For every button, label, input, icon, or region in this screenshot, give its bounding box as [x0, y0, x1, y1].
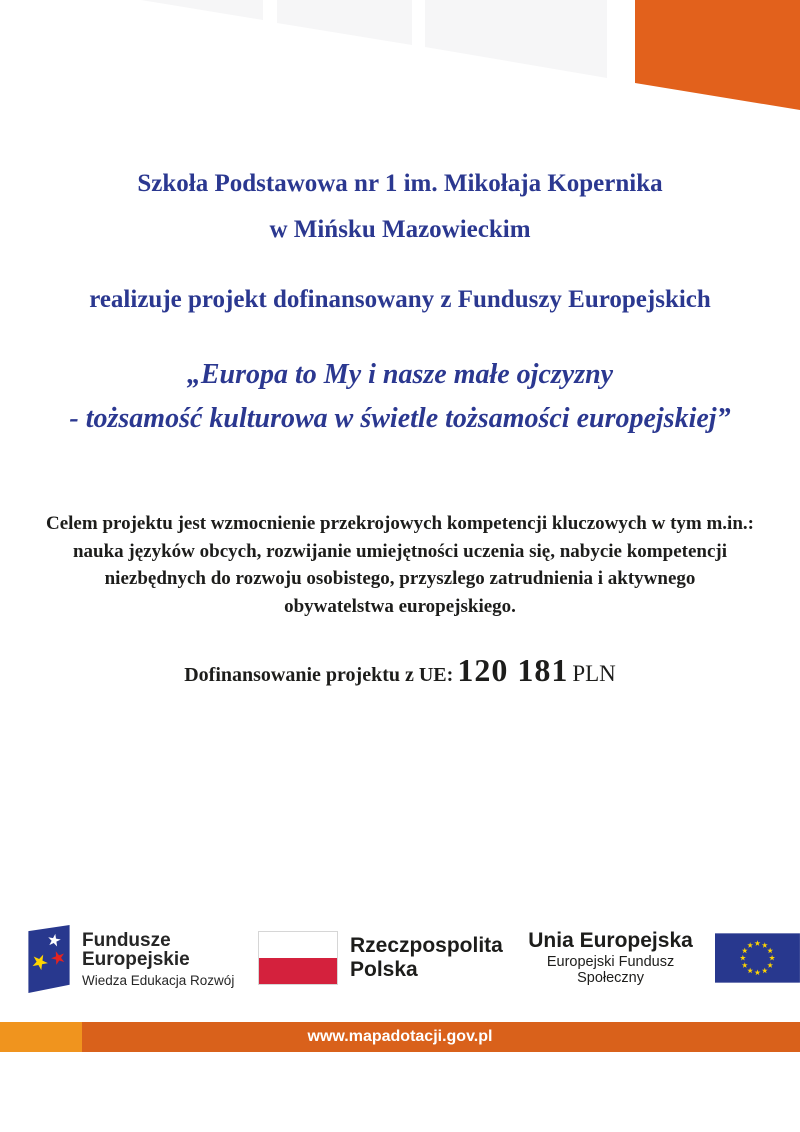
fe-logo-text — [82, 931, 234, 988]
gray-panel-1 — [137, 0, 263, 20]
orange-corner-shape — [635, 0, 800, 110]
poland-logo-text — [350, 934, 503, 982]
gray-panel-2 — [277, 0, 412, 45]
description-line: nauka języków obcych, rozwijanie umiejętności uczenia się, nabycie kompetencji — [72, 540, 728, 562]
logo-unia-europejska — [520, 929, 800, 986]
description-line: niezbędnych do rozwoju osobistego, przyszlego zatrudnienia i aktywnego — [104, 568, 696, 589]
project-description — [40, 510, 760, 620]
school-title-line1: Szkoła Podstawowa nr 1 im. Mikołaja Kopernika — [137, 170, 663, 197]
logo-fundusze-europejskie — [28, 925, 234, 993]
eu-logo-line2: Europejski Fundusz Społeczny — [546, 954, 675, 986]
gray-panel-3 — [425, 0, 607, 78]
school-title-line2: w Mińsku Mazowieckim — [269, 216, 531, 243]
project-subtitle: realizuje projekt dofinansowany z Funduszy Europejskich — [89, 286, 711, 313]
eu-logo-text — [520, 929, 701, 986]
logos-row — [0, 915, 800, 1005]
poland-logo-line1: Rzeczpospolita — [350, 934, 503, 957]
footer-url: www.mapadotacji.gov.pl — [307, 1028, 493, 1045]
fe-logo-line3: Wiedza Edukacja Rozwój — [82, 972, 235, 988]
funding-line — [0, 652, 800, 689]
description-line: Celem projektu jest wzmocnienie przekrojowych kompetencji kluczowych w tym m.in.: — [46, 513, 754, 534]
fe-logo-line1: Fundusze — [82, 929, 171, 951]
fe-logo-line2: Europejskie — [82, 948, 190, 970]
description-line: obywatelstwa europejskiego. — [284, 595, 516, 617]
footer-bar — [0, 1022, 800, 1052]
poland-flag-icon — [258, 931, 338, 985]
poland-logo-line2: Polska — [350, 958, 418, 981]
project-quote-line1: „Europa to My i nasze małe ojczyzny — [186, 359, 614, 390]
top-decorative-band — [0, 0, 800, 120]
project-quote-line2: - tożsamość kulturowa w świetle tożsamości europejskiej” — [69, 403, 731, 434]
funding-label: Dofinansowanie projektu z UE: — [184, 664, 454, 686]
logo-rzeczpospolita-polska — [258, 931, 503, 985]
fe-flag-icon — [28, 925, 70, 993]
eu-flag-icon — [715, 931, 800, 985]
funding-currency: PLN — [572, 661, 616, 686]
funding-amount: 120 181 — [457, 652, 569, 688]
eu-logo-line1: Unia Europejska — [528, 929, 693, 952]
